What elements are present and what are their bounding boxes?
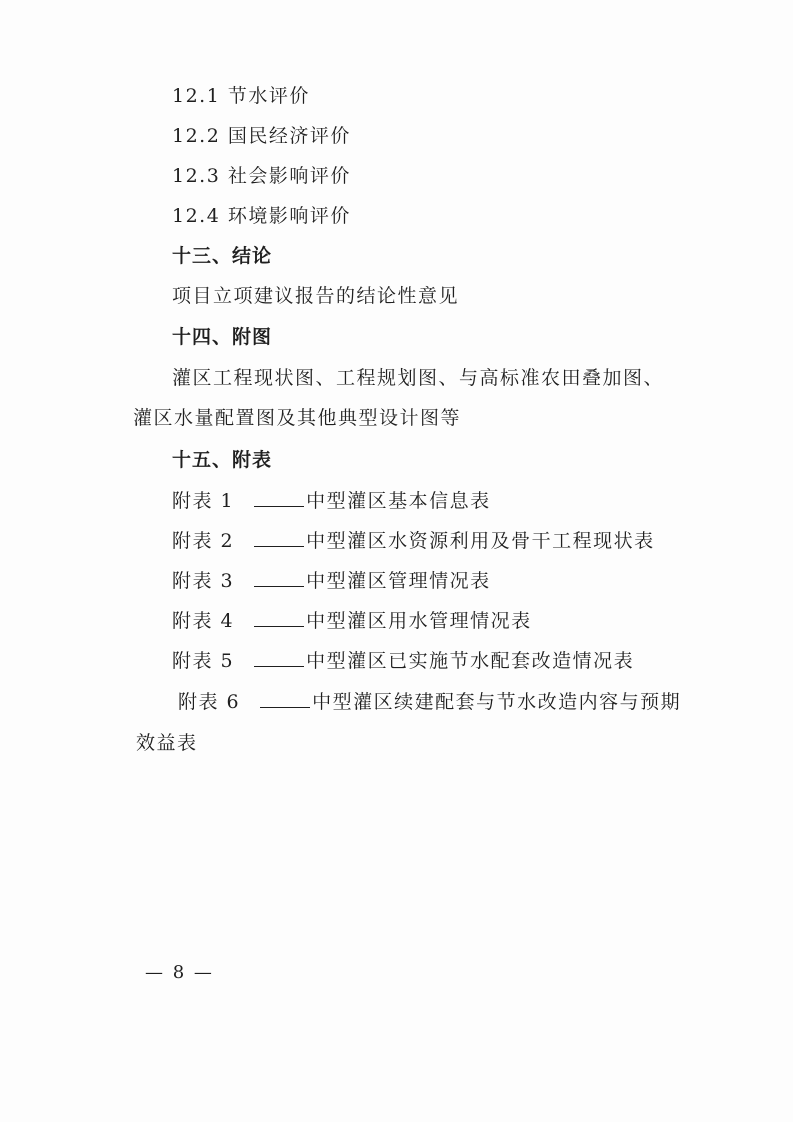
section-13-heading: 十三、结论	[172, 245, 273, 267]
appendix-table-3	[172, 568, 491, 593]
appendix-table-2	[172, 528, 655, 553]
appendix-table-4	[172, 608, 532, 633]
appendix-table-2-title: 中型灌区水资源利用及骨干工程现状表	[306, 530, 655, 552]
appendix-table-6-label: 附表 6	[178, 691, 241, 713]
fill-in-blank	[254, 608, 304, 627]
section-14-body-line-2: 灌区水量配置图及其他典型设计图等	[133, 407, 462, 429]
section-14-body-line-1: 灌区工程现状图、工程规划图、与高标准农田叠加图、	[172, 367, 665, 389]
fill-in-blank	[254, 648, 304, 667]
section-14-heading: 十四、附图	[172, 326, 273, 348]
appendix-table-4-label: 附表 4	[172, 610, 235, 632]
appendix-table-1-label: 附表 1	[172, 490, 235, 512]
appendix-table-6-continuation: 效益表	[136, 732, 198, 754]
fill-in-blank	[260, 689, 310, 708]
sub-item-12-4: 12.4 环境影响评价	[172, 205, 351, 227]
appendix-table-6-title: 中型灌区续建配套与节水改造内容与预期	[312, 691, 682, 713]
appendix-table-2-label: 附表 2	[172, 530, 235, 552]
sub-item-12-3: 12.3 社会影响评价	[172, 165, 351, 187]
fill-in-blank	[254, 488, 304, 507]
appendix-table-6	[178, 689, 681, 714]
appendix-table-5	[172, 648, 634, 673]
fill-in-blank	[254, 528, 304, 547]
fill-in-blank	[254, 568, 304, 587]
appendix-table-4-title: 中型灌区用水管理情况表	[306, 610, 532, 632]
appendix-table-3-label: 附表 3	[172, 570, 235, 592]
appendix-table-3-title: 中型灌区管理情况表	[306, 570, 491, 592]
appendix-table-1	[172, 488, 491, 513]
section-15-heading: 十五、附表	[172, 449, 273, 471]
sub-item-12-1: 12.1 节水评价	[172, 85, 310, 107]
section-13-body: 项目立项建议报告的结论性意见	[172, 285, 460, 307]
sub-item-12-2: 12.2 国民经济评价	[172, 125, 351, 147]
appendix-table-5-label: 附表 5	[172, 650, 235, 672]
appendix-table-1-title: 中型灌区基本信息表	[306, 490, 491, 512]
appendix-table-5-title: 中型灌区已实施节水配套改造情况表	[306, 650, 635, 672]
page-number: — 8 —	[145, 962, 214, 983]
